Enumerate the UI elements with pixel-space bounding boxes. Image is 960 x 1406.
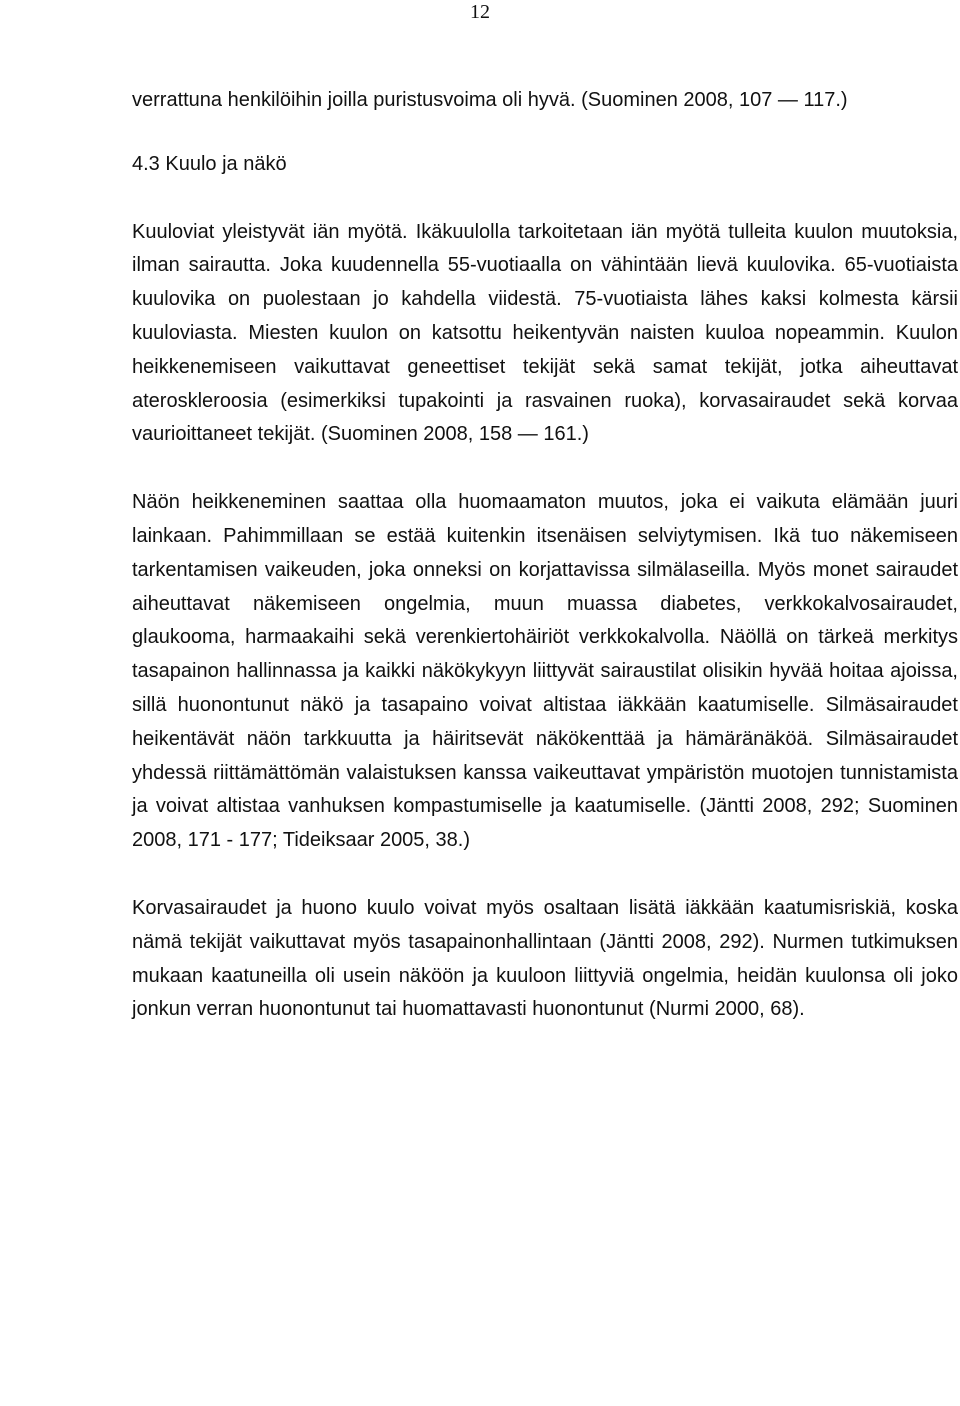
paragraph-ear-diseases: Korvasairaudet ja huono kuulo voivat myös osaltaan lisätä iäkkään kaatumisriskiä, koska nämä tekijät vaikuttavat myös tasapainonhallintaan (Jäntti 2008, 292). Nurmen tutkimuksen mukaan kaatuneilla oli usein näköön ja kuuloon liittyviä ongelmia, heidän kuulonsa oli joko jonkun verran huonontunut tai huomattavasti huonontunut (Nurmi 2000, 68). — [132, 896, 958, 1021]
paragraph-vision: Näön heikkeneminen saattaa olla huomaamaton muutos, joka ei vaikuta elämään juuri lainkaan. Pahimmillaan se estää kuitenkin itsenäisen selviytymisen. Ikä tuo näkemiseen tarkentamisen vaikeuden, joka onneksi on korjattavissa silmälaseilla. Myös monet sairaudet aiheuttavat näkemiseen ongelmia, muun muassa diabetes, verkkokalvosairaudet, glaukooma, harmaakaihi sekä verenkiertohäiriöt verkkokalvolla. Näöllä on tärkeä merkitys tasapainon hallinnassa ja kaikki näkökykyyn liittyvät sairaustilat olisikin hyvää hoitaa ajoissa, sillä huonontunut näkö ja tasapaino voivat altistaa iäkkään kaatumiselle. Silmäsairaudet heikentävät näön tarkkuutta ja häiritsevät näkökenttää ja hämäränäköä. Silmäsairaudet yhdessä riittämättömän valaistuksen kanssa vaikeuttavat ympäristön muotojen tunnistamista ja voivat altistaa vanhuksen kompastumiselle ja kaatumiselle. (Jäntti 2008, 292; Suominen 2008, 171 - 177; Tideiksaar 2005, 38.) — [132, 491, 958, 852]
section-heading: 4.3 Kuulo ja näkö — [132, 152, 287, 175]
document-body — [132, 84, 958, 1061]
paragraph-hearing: Kuuloviat yleistyvät iän myötä. Ikäkuulolla tarkoitetaan iän myötä tulleita kuulon muutoksia, ilman sairautta. Joka kuudennella 55-vuotiaalla on vähintään lievä kuulovika. 65-vuotiaista kuulovika on puolestaan jo kahdella viidestä. 75-vuotiaista lähes kaksi kolmesta kärsii kuuloviasta. Miesten kuulon on katsottu heikentyvän naisten kuuloa nopeammin. Kuulon heikkenemiseen vaikuttavat geneettiset tekijät sekä samat tekijät, jotka aiheuttavat ateroskleroosia (esimerkiksi tupakointi ja rasvainen ruoka), korvasairaudet sekä korvaa vaurioittaneet tekijät. (Suominen 2008, 158 — 161.) — [132, 220, 958, 446]
paragraph-continuation: verrattuna henkilöihin joilla puristusvoima oli hyvä. (Suominen 2008, 107 — 117.) — [132, 89, 848, 111]
page-number: 12 — [470, 1, 490, 23]
